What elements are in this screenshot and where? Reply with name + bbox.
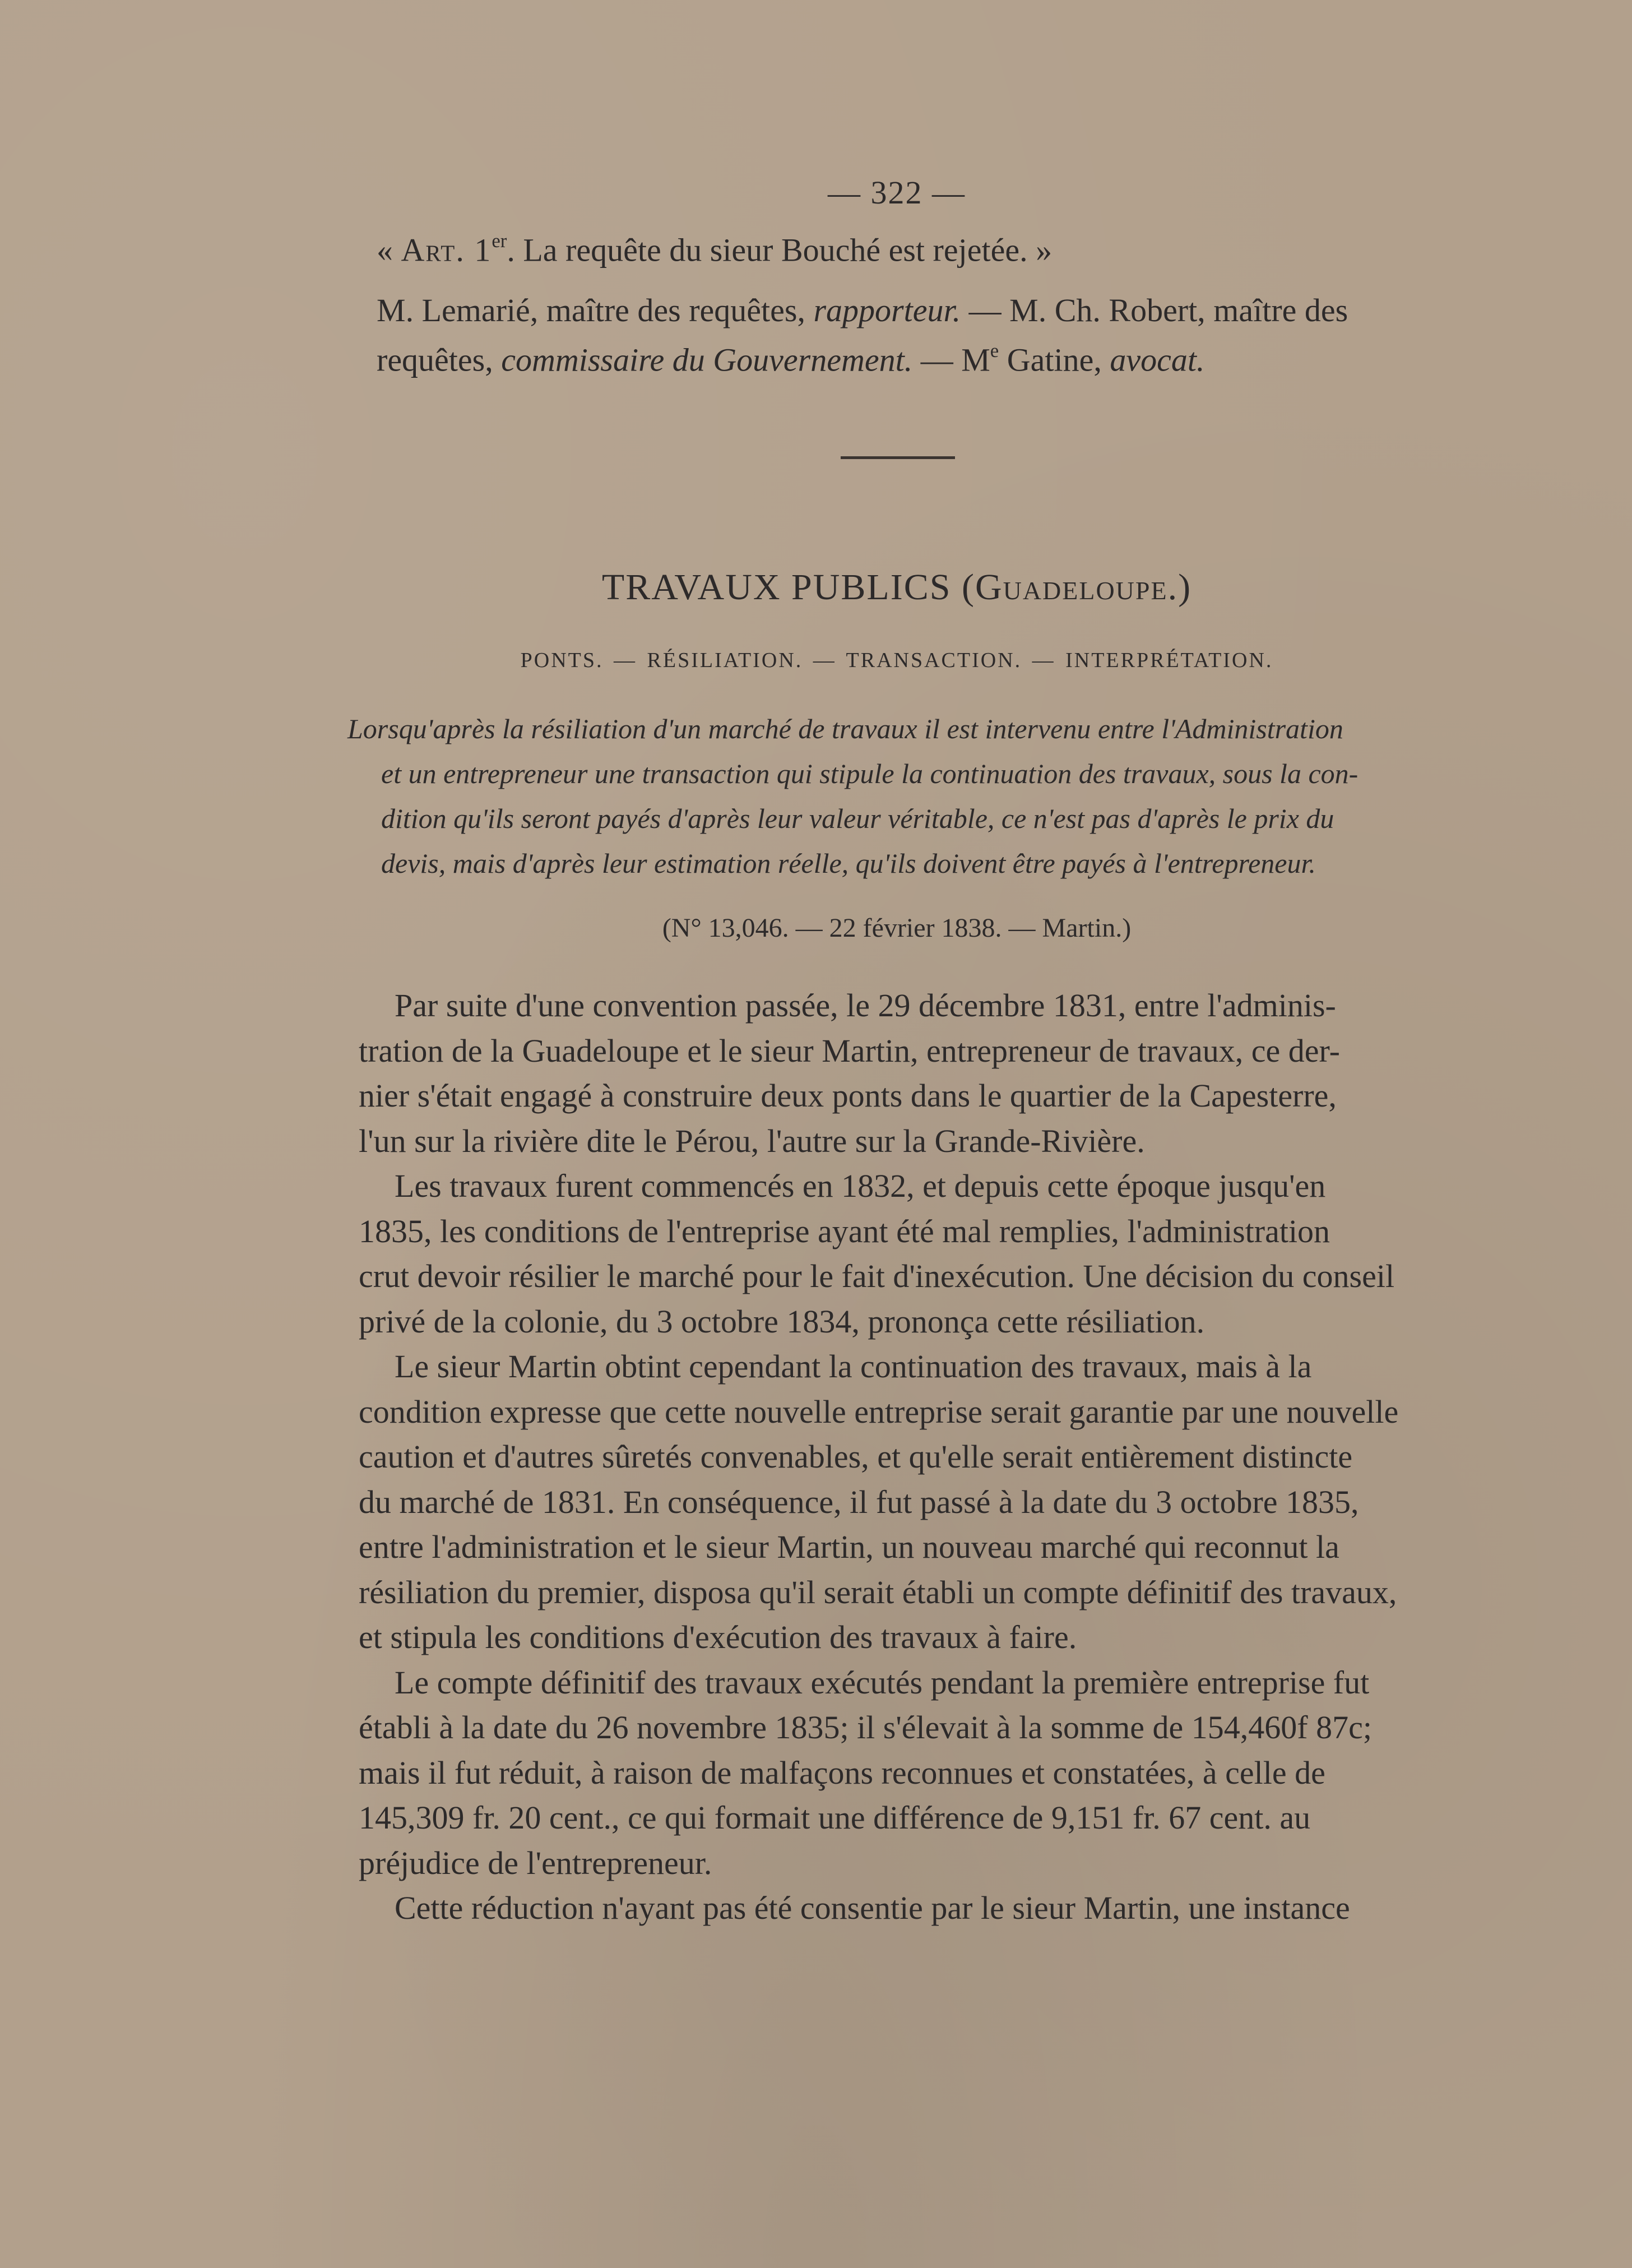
body-line: Les travaux furent commencés en 1832, et depuis cette époque jusqu'en: [395, 1168, 1326, 1204]
section-divider: [841, 456, 955, 459]
credits-role: commissaire du Gouvernement.: [501, 341, 913, 378]
body-line: Par suite d'une convention passée, le 29 décembre 1831, entre l'adminis-: [395, 987, 1336, 1024]
section-title: [347, 566, 1446, 609]
credits-text: M. Lemarié, maître des requêtes,: [377, 292, 814, 328]
body-line: l'un sur la rivière dite le Pérou, l'autre sur la Grande-Rivière.: [359, 1122, 1145, 1159]
body-line: établi à la date du 26 novembre 1835; il s'élevait à la somme de 154,460f 87c;: [359, 1709, 1372, 1746]
body-line: du marché de 1831. En conséquence, il fut passé à la date du 3 octobre 1835,: [359, 1483, 1359, 1520]
section-keywords: PONTS. — RÉSILIATION. — TRANSACTION. — INTERPRÉTATION.: [520, 649, 1273, 672]
body-line: entre l'administration et le sieur Martin, un nouveau marché qui reconnut la: [359, 1529, 1339, 1565]
body-line: Le compte définitif des travaux exécutés pendant la première entreprise fut: [395, 1664, 1370, 1701]
credits-text: — M: [912, 341, 990, 378]
summary-line: et un entrepreneur une transaction qui stipule la continuation des travaux, sous la con-: [381, 758, 1359, 789]
article-text: . La requête du sieur Bouché est rejetée. »: [507, 232, 1053, 269]
credits-role: rapporteur.: [813, 292, 961, 328]
summary-paragraph: [347, 706, 1468, 886]
body-line: Le sieur Martin obtint cependant la continuation des travaux, mais à la: [395, 1348, 1312, 1385]
body-line: et stipula les conditions d'exécution des travaux à faire.: [359, 1619, 1077, 1655]
article-label: Art. 1: [401, 232, 492, 269]
body-text: [359, 983, 1508, 1931]
summary-line: dition qu'ils seront payés d'après leur valeur véritable, ce n'est pas d'après le prix du: [381, 803, 1334, 834]
credits-line-1: [377, 291, 1348, 329]
body-line: mais il fut réduit, à raison de malfaçons reconnues et constatées, à celle de: [359, 1754, 1325, 1791]
summary-line: Lorsqu'après la résiliation d'un marché de travaux il est intervenu entre l'Administration: [347, 713, 1343, 744]
section-title-region: (Guadeloupe.): [961, 567, 1192, 608]
credits-sup: e: [990, 340, 999, 362]
body-line: Cette réduction n'ayant pas été consentie par le sieur Martin, une instance: [395, 1890, 1350, 1926]
article-opening: «: [377, 232, 401, 269]
page-number: — 322 —: [828, 174, 966, 211]
body-line: crut devoir résilier le marché pour le fait d'inexécution. Une décision du conseil: [359, 1258, 1395, 1294]
credits-role: avocat.: [1110, 341, 1205, 378]
body-line: préjudice de l'entrepreneur.: [359, 1844, 712, 1881]
credits-text: Gatine,: [999, 341, 1110, 378]
body-line: résiliation du premier, disposa qu'il serait établi un compte définitif des travaux,: [359, 1573, 1397, 1610]
body-line: caution et d'autres sûretés convenables, et qu'elle serait entièrement distincte: [359, 1438, 1353, 1475]
article-line: [377, 230, 1052, 269]
credits-line-2: [377, 340, 1204, 378]
section-title-main: TRAVAUX PUBLICS: [601, 567, 952, 608]
summary-line: devis, mais d'après leur estimation réelle, qu'ils doivent être payés à l'entrepreneur.: [381, 848, 1316, 879]
body-line: condition expresse que cette nouvelle entreprise serait garantie par une nouvelle: [359, 1393, 1399, 1430]
body-line: privé de la colonie, du 3 octobre 1834, prononça cette résiliation.: [359, 1303, 1205, 1340]
body-line: nier s'était engagé à construire deux ponts dans le quartier de la Capesterre,: [359, 1077, 1337, 1114]
body-line: tration de la Guadeloupe et le sieur Martin, entrepreneur de travaux, ce der-: [359, 1032, 1340, 1069]
credits-text: — M. Ch. Robert, maître des: [961, 292, 1348, 328]
case-citation: (N° 13,046. — 22 février 1838. — Martin.): [662, 913, 1132, 943]
credits-text: requêtes,: [377, 341, 502, 378]
article-sup: er: [492, 230, 507, 252]
body-line: 1835, les conditions de l'entreprise ayant été mal remplies, l'administration: [359, 1212, 1330, 1249]
body-line: 145,309 fr. 20 cent., ce qui formait une différence de 9,151 fr. 67 cent. au: [359, 1799, 1311, 1836]
